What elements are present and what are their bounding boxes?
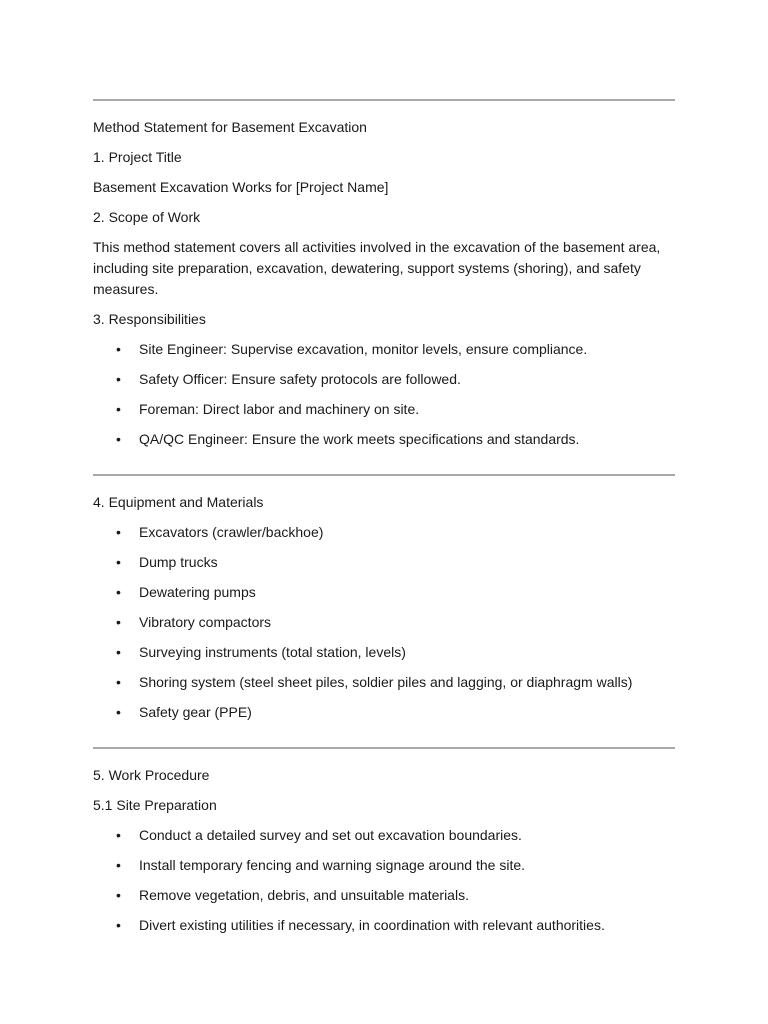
list-item: • Vibratory compactors: [93, 612, 675, 633]
bullet-icon: •: [116, 887, 121, 903]
bullet-icon: •: [116, 554, 121, 570]
section-heading-project-title: 1. Project Title: [93, 149, 182, 165]
section-heading-equipment: 4. Equipment and Materials: [93, 494, 264, 510]
bullet-icon: •: [116, 401, 121, 417]
list-item: • Shoring system (steel sheet piles, soldier piles and lagging, or diaphragm walls): [93, 672, 675, 693]
bullet-icon: •: [116, 917, 121, 933]
list-item: • QA/QC Engineer: Ensure the work meets specifications and standards.: [93, 429, 675, 450]
list-item: • Install temporary fencing and warning signage around the site.: [93, 855, 675, 876]
scope-text: This method statement covers all activities involved in the excavation of the basement area, including site preparation, excavation, dewatering, support systems (shoring), and safety measures.: [93, 239, 661, 297]
bullet-icon: •: [116, 857, 121, 873]
section-heading-responsibilities: 3. Responsibilities: [93, 311, 206, 327]
list-item: • Site Engineer: Supervise excavation, monitor levels, ensure compliance.: [93, 339, 675, 360]
list-item: • Foreman: Direct labor and machinery on site.: [93, 399, 675, 420]
bullet-icon: •: [116, 341, 121, 357]
divider-equipment: [93, 747, 675, 749]
list-item: • Divert existing utilities if necessary, in coordination with relevant authorities.: [93, 915, 675, 936]
list-item: • Dewatering pumps: [93, 582, 675, 603]
site-preparation-list: [93, 825, 675, 936]
document-page: [93, 99, 675, 936]
project-title-text: Basement Excavation Works for [Project Name]: [93, 179, 389, 195]
section-heading-scope: 2. Scope of Work: [93, 209, 201, 225]
bullet-icon: •: [116, 431, 121, 447]
equipment-list: [93, 522, 675, 723]
list-item: • Excavators (crawler/backhoe): [93, 522, 675, 543]
list-item: • Remove vegetation, debris, and unsuitable materials.: [93, 885, 675, 906]
bullet-icon: •: [116, 371, 121, 387]
list-item: • Safety Officer: Ensure safety protocols are followed.: [93, 369, 675, 390]
section-heading-procedure: 5. Work Procedure: [93, 767, 210, 783]
bullet-icon: •: [116, 827, 121, 843]
list-item: • Surveying instruments (total station, levels): [93, 642, 675, 663]
list-item: • Conduct a detailed survey and set out excavation boundaries.: [93, 825, 675, 846]
bullet-icon: •: [116, 674, 121, 690]
bullet-icon: •: [116, 644, 121, 660]
subsection-heading-site-preparation: 5.1 Site Preparation: [93, 797, 217, 813]
list-item: • Dump trucks: [93, 552, 675, 573]
divider-top: [93, 99, 675, 101]
responsibilities-list: [93, 339, 675, 450]
document-title: Method Statement for Basement Excavation: [93, 119, 367, 135]
bullet-icon: •: [116, 524, 121, 540]
bullet-icon: •: [116, 614, 121, 630]
divider-responsibilities: [93, 474, 675, 476]
bullet-icon: •: [116, 704, 121, 720]
list-item: • Safety gear (PPE): [93, 702, 675, 723]
bullet-icon: •: [116, 584, 121, 600]
